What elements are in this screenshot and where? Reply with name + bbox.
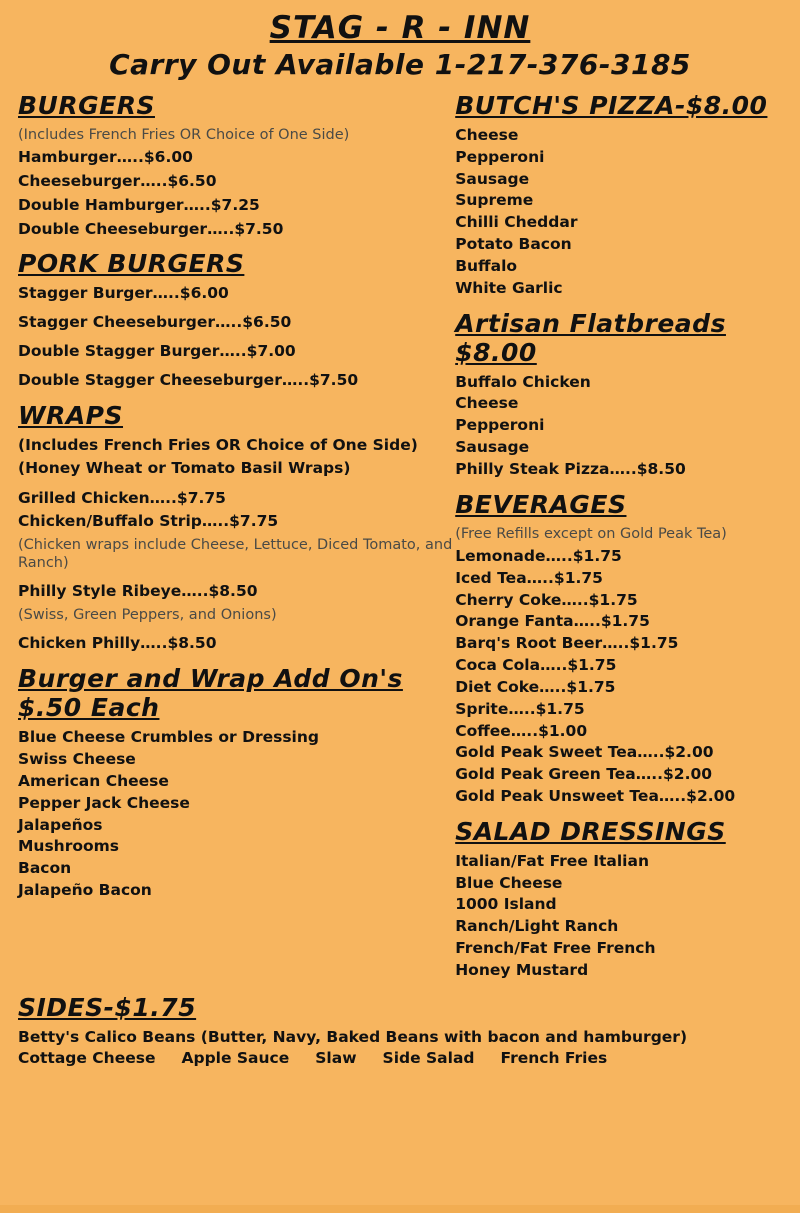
menu-item: Barq's Root Beer…..$1.75 bbox=[455, 634, 679, 653]
menu-item: Diet Coke…..$1.75 bbox=[455, 677, 616, 696]
menu-item: Pepperoni bbox=[455, 147, 545, 166]
side-item: Cottage Cheese bbox=[18, 1048, 156, 1067]
sides-calico-beans: Betty's Calico Beans (Butter, Navy, Baked Beans with bacon and hamburger) bbox=[18, 1027, 688, 1046]
section-pork-burgers-heading: PORK BURGERS bbox=[18, 249, 245, 279]
menu-item: White Garlic bbox=[455, 278, 563, 297]
menu-item: Bacon bbox=[18, 859, 72, 878]
side-item: Apple Sauce bbox=[181, 1048, 290, 1067]
menu-item: Sausage bbox=[455, 169, 530, 188]
menu-item: Hamburger…..$6.00 bbox=[18, 148, 193, 167]
menu-item: Grilled Chicken…..$7.75 bbox=[18, 488, 226, 507]
menu-item: Blue Cheese Crumbles or Dressing bbox=[18, 728, 319, 747]
section-wraps-heading: WRAPS bbox=[18, 400, 124, 430]
sides-row bbox=[18, 1049, 790, 1067]
left-column bbox=[10, 85, 455, 903]
menu-item: Blue Cheese bbox=[455, 873, 563, 892]
menu-item: Cheeseburger…..$6.50 bbox=[18, 171, 217, 190]
sides-section bbox=[10, 993, 790, 1067]
burgers-note: (Includes French Fries OR Choice of One Side) bbox=[18, 127, 350, 143]
beverages-note: (Free Refills except on Gold Peak Tea) bbox=[455, 525, 727, 542]
menu-item: Buffalo Chicken bbox=[455, 372, 591, 391]
wraps-note-sides: (Includes French Fries OR Choice of One Side) bbox=[18, 435, 418, 454]
menu-item: Cheese bbox=[455, 126, 519, 144]
menu-item: Pepperoni bbox=[455, 416, 545, 435]
menu-item: Mushrooms bbox=[18, 837, 120, 856]
wraps-note-chicken: (Chicken wraps include Cheese, Lettuce, Diced Tomato, and Ranch) bbox=[18, 537, 453, 572]
section-burgers-heading: BURGERS bbox=[18, 91, 155, 120]
menu-item: Orange Fanta…..$1.75 bbox=[455, 612, 650, 631]
menu-item: Double Hamburger…..$7.25 bbox=[18, 195, 260, 214]
side-item: Slaw bbox=[315, 1048, 357, 1067]
menu-item: Cherry Coke…..$1.75 bbox=[455, 590, 638, 609]
section-flatbreads-heading: Artisan Flatbreads $8.00 bbox=[455, 308, 726, 367]
menu-item: Lemonade…..$1.75 bbox=[455, 546, 622, 565]
menu-item: Potato Bacon bbox=[455, 235, 572, 254]
menu-item: Jalapeños bbox=[18, 815, 103, 834]
menu-item: Chicken/Buffalo Strip…..$7.75 bbox=[18, 512, 279, 531]
menu-item: Ranch/Light Ranch bbox=[455, 917, 619, 936]
section-dressings-heading: SALAD DRESSINGS bbox=[455, 816, 726, 846]
menu-item: Gold Peak Green Tea…..$2.00 bbox=[455, 765, 713, 784]
menu-item: American Cheese bbox=[18, 771, 169, 790]
menu-item: Supreme bbox=[455, 191, 534, 210]
wraps-note-philly: (Swiss, Green Peppers, and Onions) bbox=[18, 607, 277, 624]
menu-item: Stagger Cheeseburger…..$6.50 bbox=[18, 313, 292, 332]
menu-item: Jalapeño Bacon bbox=[18, 880, 152, 899]
section-beverages-heading: BEVERAGES bbox=[455, 489, 627, 519]
menu-item: 1000 Island bbox=[455, 895, 557, 914]
page-title: STAG - R - INN bbox=[269, 10, 531, 46]
menu-item: Chicken Philly…..$8.50 bbox=[18, 634, 217, 653]
menu-item: Swiss Cheese bbox=[18, 750, 136, 769]
menu-item: Buffalo bbox=[455, 256, 518, 275]
menu-item: Iced Tea…..$1.75 bbox=[455, 568, 603, 587]
menu-item: Pepper Jack Cheese bbox=[18, 793, 190, 812]
bottom-divider bbox=[0, 1205, 800, 1213]
menu-item: Cheese bbox=[455, 394, 519, 413]
menu-item: Coffee…..$1.00 bbox=[455, 721, 588, 740]
menu-item: French/Fat Free French bbox=[455, 939, 656, 958]
section-sides-heading: SIDES-$1.75 bbox=[18, 992, 197, 1022]
menu-item: Double Stagger Burger…..$7.00 bbox=[18, 342, 296, 361]
right-column bbox=[455, 85, 790, 983]
menu-item: Coca Cola…..$1.75 bbox=[455, 656, 617, 675]
menu-item: Gold Peak Unsweet Tea…..$2.00 bbox=[455, 787, 736, 805]
side-item: Side Salad bbox=[382, 1048, 475, 1067]
menu-columns bbox=[10, 85, 790, 983]
section-pizza-heading: BUTCH'S PIZZA-$8.00 bbox=[455, 91, 768, 120]
side-item: French Fries bbox=[500, 1048, 608, 1067]
menu-item: Double Stagger Cheeseburger…..$7.50 bbox=[18, 370, 359, 389]
menu-item: Double Cheeseburger…..$7.50 bbox=[18, 219, 284, 238]
menu-item: Philly Steak Pizza…..$8.50 bbox=[455, 459, 686, 478]
menu-item: Philly Style Ribeye…..$8.50 bbox=[18, 582, 258, 601]
section-add-ons-heading: Burger and Wrap Add On's $.50 Each bbox=[18, 664, 403, 723]
menu-item: Honey Mustard bbox=[455, 960, 589, 979]
menu-item: Italian/Fat Free Italian bbox=[455, 851, 649, 870]
menu-item: Sausage bbox=[455, 438, 530, 457]
menu-item: Gold Peak Sweet Tea…..$2.00 bbox=[455, 743, 714, 762]
menu-item: Chilli Cheddar bbox=[455, 213, 578, 232]
menu-item: Sprite…..$1.75 bbox=[455, 699, 585, 718]
wraps-note-bread: (Honey Wheat or Tomato Basil Wraps) bbox=[18, 459, 351, 478]
menu-item: Stagger Burger…..$6.00 bbox=[18, 284, 229, 303]
carry-out-line: Carry Out Available 1-217-376-3185 bbox=[109, 48, 691, 81]
